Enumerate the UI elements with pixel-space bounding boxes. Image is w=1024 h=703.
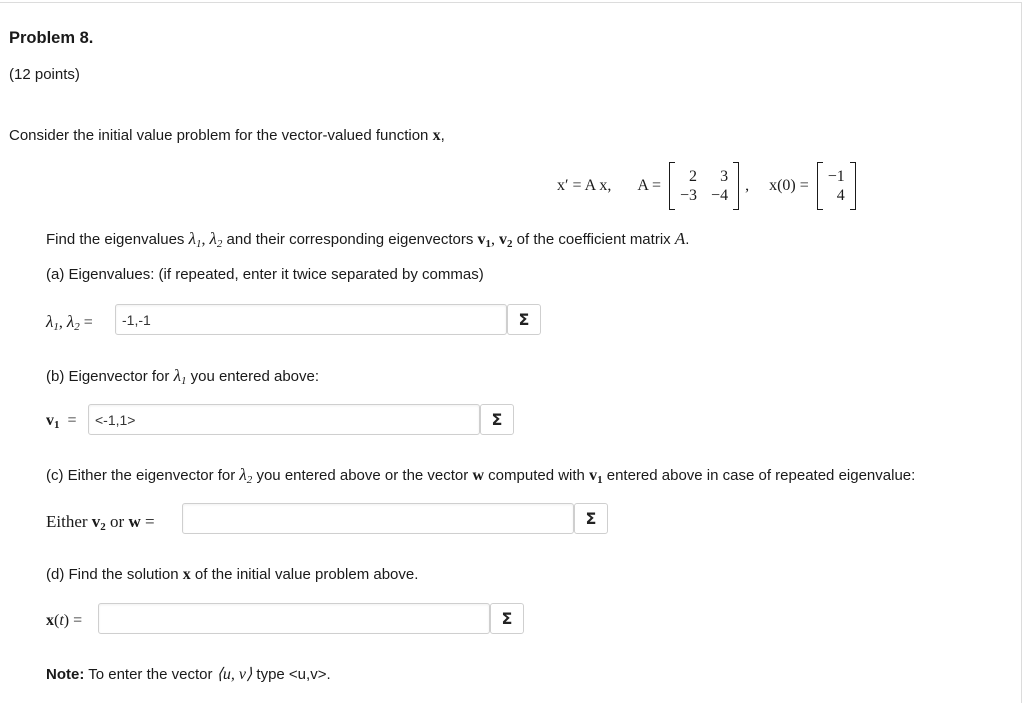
part-c-prompt: (c) Either the eigenvector for $\lambda_2$ you entered above or the vector w computed with $v_1$ entered above in case of repeated eigenvalue:: [46, 465, 916, 486]
coefficient-matrix: [669, 161, 739, 211]
matrix-label: A =: [637, 177, 662, 194]
matrix-entry: 3: [720, 167, 729, 185]
part-d-label: x(t) =: [46, 612, 83, 629]
right-bracket: [733, 162, 739, 210]
vector-entry: −1: [827, 167, 845, 185]
part-c-label: Either $v_2$ or w =: [46, 512, 155, 533]
matrix-entry: 2: [689, 167, 698, 185]
matrix-entry: −4: [711, 186, 729, 204]
problem-title: Problem 8.: [9, 29, 94, 47]
right-bracket: [850, 162, 856, 210]
find-instruction: Find the eigenvalues $\lambda_1$, $\lambda_2$ and their corresponding eigenvectors $v_1$, $v_2$ of the coefficient matrix A.: [46, 229, 690, 250]
equation-editor-button[interactable]: Σ: [507, 304, 541, 335]
eigenvector-v1-input[interactable]: [88, 404, 480, 435]
equation-editor-button[interactable]: Σ: [490, 603, 524, 634]
matrix-entry: −3: [680, 186, 698, 204]
eigenvalues-input[interactable]: [115, 304, 507, 335]
part-b-prompt: (b) Eigenvector for $\lambda_1$ you entered above:: [46, 366, 320, 387]
ode-expression: x′ = A x,: [557, 177, 612, 194]
equation-editor-button[interactable]: Σ: [480, 404, 514, 435]
problem-points: (12 points): [9, 66, 80, 83]
problem-frame: [0, 2, 1022, 703]
initial-condition-label: x(0) =: [769, 177, 809, 194]
initial-vector: [817, 161, 856, 211]
part-a-prompt: (a) Eigenvalues: (if repeated, enter it twice separated by commas): [46, 266, 484, 283]
part-a-label: $\lambda_1$, $\lambda_2$ =: [46, 312, 93, 333]
vector-entry: 4: [836, 186, 845, 204]
part-b-label: $v_1$ =: [46, 412, 77, 431]
input-note: Note: To enter the vector ⟨u, v⟩ type <u,v>.: [46, 666, 331, 683]
equation-editor-button[interactable]: Σ: [574, 503, 608, 534]
eigenvector-v2-or-w-input[interactable]: [182, 503, 574, 534]
ode-equation: x′ = A x, A = 2 3 −3 −4 , x(0) = −1 4: [557, 158, 862, 214]
solution-input[interactable]: [98, 603, 490, 634]
intro-text: Consider the initial value problem for the vector-valued function x,: [9, 127, 445, 144]
part-d-prompt: (d) Find the solution x of the initial value problem above.: [46, 566, 419, 583]
